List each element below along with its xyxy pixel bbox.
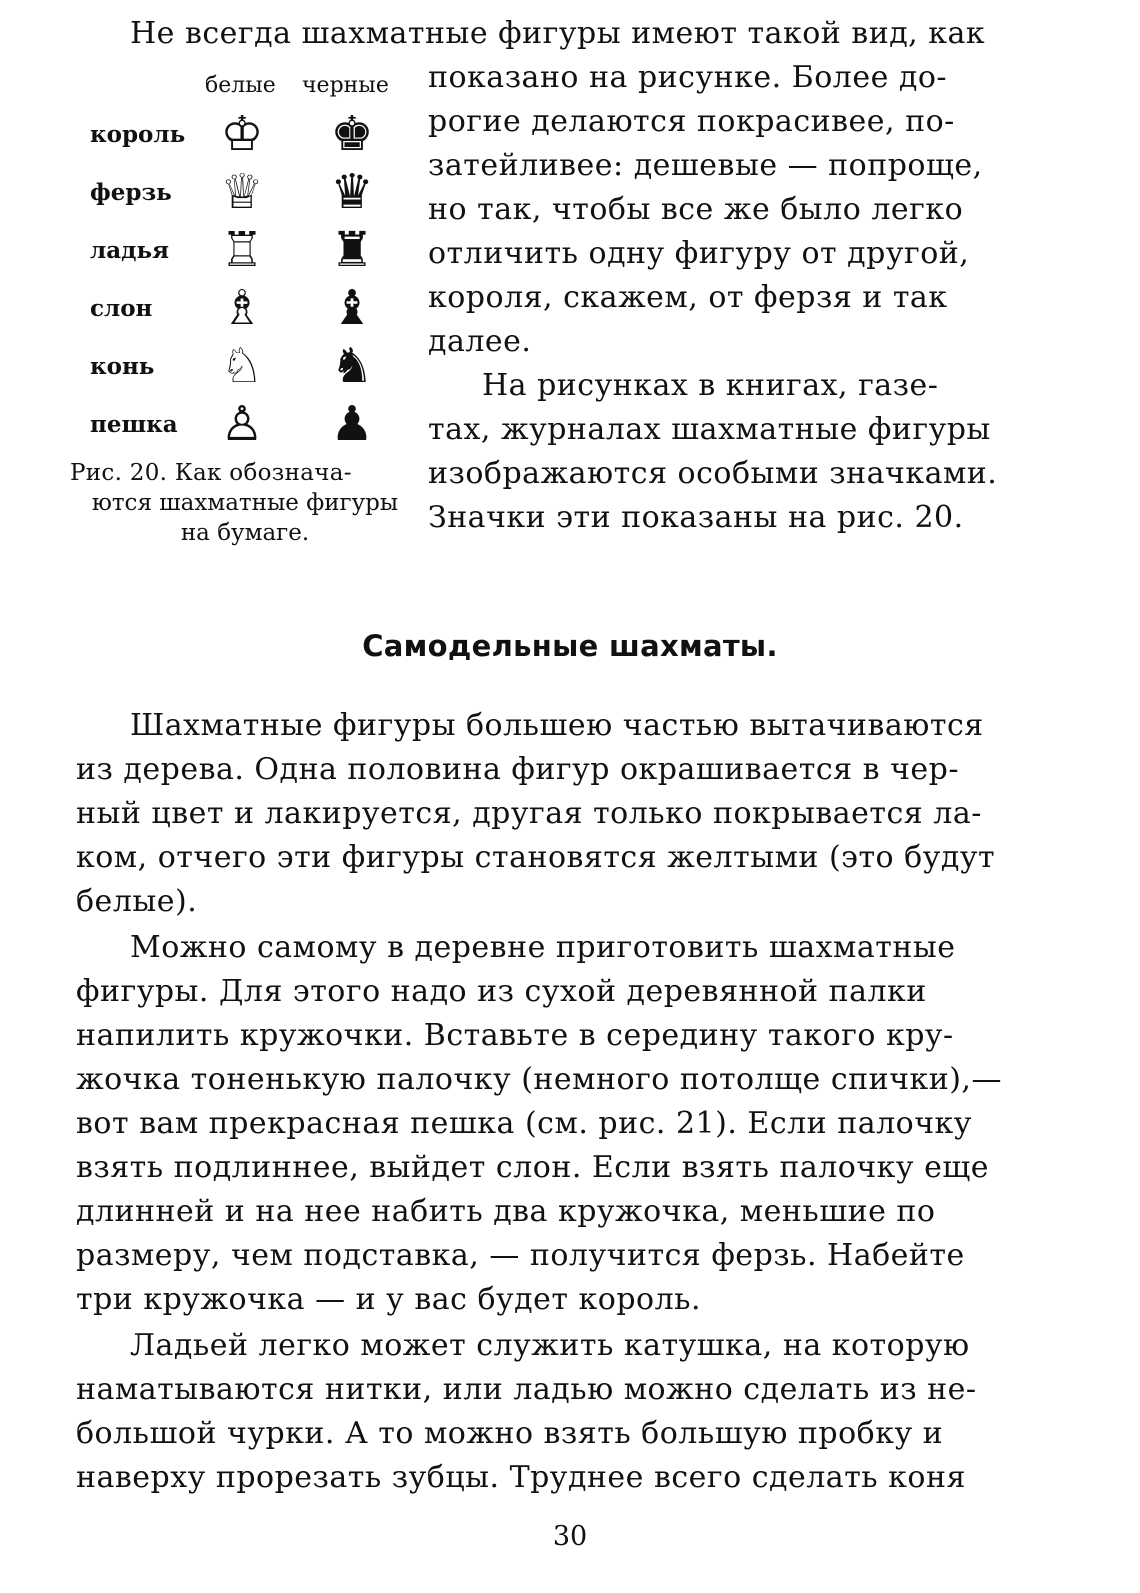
white-rook-icon: ♖ (220, 222, 264, 278)
piece-name: ладья (90, 237, 170, 264)
caption-line: Рис. 20. Как обознача- (70, 460, 352, 486)
side-line: но так, чтобы все же было легко (428, 192, 964, 227)
piece-name: слон (90, 295, 153, 322)
body-line: фигуры. Для этого надо из сухой деревянной палки (76, 974, 927, 1009)
piece-name: ферзь (90, 179, 172, 206)
side-line: короля, скажем, от ферзя и так (428, 280, 948, 315)
body-line: наматываются нитки, или ладью можно сделать из не- (76, 1372, 977, 1407)
figure-caption (70, 458, 420, 548)
body-line: наверху прорезать зубцы. Труднее всего сделать коня (76, 1460, 966, 1495)
figure-row-bishop (70, 280, 420, 338)
side-line: показано на рисунке. Более до- (428, 60, 948, 95)
piece-name: король (90, 121, 186, 148)
intro-line: Не всегда шахматные фигуры имеют такой вид, как (130, 16, 986, 51)
body-line: ком, отчего эти фигуры становятся желтыми (это будут (76, 840, 996, 875)
body-line: длинней и на нее набить два кружочка, меньшие по (76, 1194, 936, 1229)
page-number: 30 (552, 1521, 588, 1552)
black-queen-icon: ♛ (330, 164, 374, 220)
side-line: тах, журналах шахматные фигуры (428, 412, 991, 447)
body-line: вот вам прекрасная пешка (см. рис. 21). Если палочку (76, 1106, 972, 1141)
white-bishop-icon: ♗ (220, 280, 264, 336)
figure-row-knight (70, 338, 420, 396)
figure-row-rook (70, 222, 420, 280)
white-pawn-icon: ♙ (220, 396, 264, 452)
body-line: размеру, чем подставка, — получится ферзь. Набейте (76, 1238, 965, 1273)
body-line: ный цвет и лакируется, другая только покрывается ла- (76, 796, 982, 831)
column-header-white: белые (205, 73, 276, 98)
side-line: рогие делаются покрасивее, по- (428, 104, 955, 139)
black-king-icon: ♚ (330, 106, 374, 162)
figure-row-queen (70, 164, 420, 222)
body-line: жочка тоненькую палочку (немного потолще спички),— (76, 1062, 1002, 1097)
piece-name: пешка (90, 411, 178, 438)
black-knight-icon: ♞ (330, 338, 374, 394)
white-knight-icon: ♘ (220, 338, 264, 394)
side-line: отличить одну фигуру от другой, (428, 236, 970, 271)
black-rook-icon: ♜ (330, 222, 374, 278)
body-line: большой чурки. А то можно взять большую пробку и (76, 1416, 944, 1451)
caption-line: на бумаге. (180, 520, 310, 546)
body-line: Шахматные фигуры большею частью вытачиваются (130, 708, 984, 743)
side-line: затейливее: дешевые — попроще, (428, 148, 983, 183)
body-line: Ладьей легко может служить катушка, на которую (130, 1328, 970, 1363)
body-line: три кружочка — и у вас будет король. (76, 1282, 702, 1317)
white-king-icon: ♔ (220, 106, 264, 162)
body-line: из дерева. Одна половина фигур окрашивается в чер- (76, 752, 960, 787)
figure-20 (70, 66, 420, 566)
piece-name: конь (90, 353, 155, 380)
white-queen-icon: ♕ (220, 164, 264, 220)
side-line: Значки эти показаны на рис. 20. (428, 500, 964, 535)
caption-line: ются шахматные фигуры (91, 490, 399, 516)
side-line: изображаются особыми значками. (428, 456, 998, 491)
body-line: Можно самому в деревне приготовить шахматные (130, 930, 956, 965)
black-bishop-icon: ♝ (330, 280, 374, 336)
body-line: напилить кружочки. Вставьте в середину такого кру- (76, 1018, 954, 1053)
body-line: белые). (76, 884, 198, 919)
column-header-black: черные (302, 73, 389, 98)
figure-row-pawn (70, 396, 420, 454)
section-heading: Самодельные шахматы. (362, 629, 778, 663)
body-line: взять подлиннее, выйдет слон. Если взять палочку еще (76, 1150, 990, 1185)
side-line: На рисунках в книгах, газе- (482, 368, 939, 403)
black-pawn-icon: ♟ (330, 396, 374, 452)
side-line: далее. (428, 324, 532, 359)
figure-row-king (70, 106, 420, 164)
